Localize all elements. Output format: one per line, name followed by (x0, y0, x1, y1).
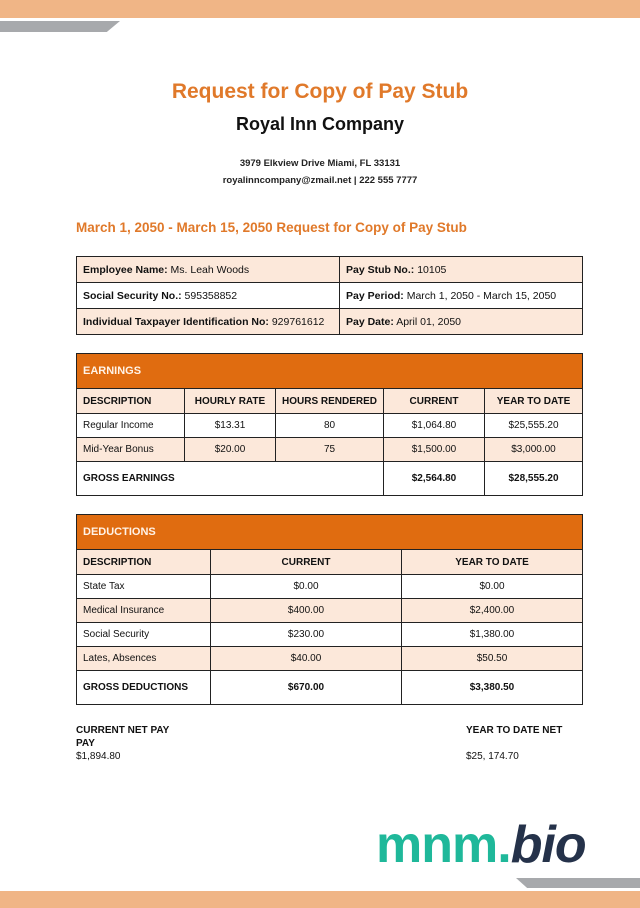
column-header: CURRENT (211, 550, 402, 575)
gross-earnings-ytd: $28,555.20 (485, 462, 583, 496)
gross-deductions-current: $670.00 (211, 671, 402, 705)
company-contact: royalinncompany@zmail.net | 222 555 7777 (222, 175, 418, 186)
cell: Mid-Year Bonus (77, 438, 185, 462)
pay-period-label: Pay Period: (346, 289, 404, 302)
cell: $25,555.20 (485, 414, 583, 438)
cell: Lates, Absences (77, 647, 211, 671)
ytd-net-pay-value: $25, 174.70 (466, 751, 519, 762)
table-row (77, 647, 583, 671)
pay-date-value: April 01, 2050 (396, 315, 461, 328)
employee-name-value: Ms. Leah Woods (170, 263, 250, 276)
pay-period-value: March 1, 2050 - March 15, 2050 (406, 289, 557, 302)
itin-value: 929761612 (271, 315, 325, 328)
watermark-part-1: mnm. (376, 816, 511, 874)
top-decorative-bar (0, 0, 640, 18)
cell: State Tax (77, 575, 211, 599)
company-name: Royal Inn Company (235, 114, 405, 134)
deductions-title: DEDUCTIONS (77, 515, 583, 550)
gross-deductions-label: GROSS DEDUCTIONS (77, 671, 211, 705)
cell: $13.31 (185, 414, 276, 438)
cell: $1,380.00 (402, 623, 583, 647)
cell: $0.00 (211, 575, 402, 599)
itin-cell (77, 309, 340, 335)
gross-deductions-ytd: $3,380.50 (402, 671, 583, 705)
info-row (77, 309, 583, 335)
bottom-decorative-bar (0, 891, 640, 908)
gross-earnings-label: GROSS EARNINGS (77, 462, 384, 496)
cell: $20.00 (185, 438, 276, 462)
employee-info-table (76, 256, 583, 335)
column-header: DESCRIPTION (77, 389, 185, 414)
ytd-net-pay-label: YEAR TO DATE NET (466, 725, 563, 736)
employee-name-cell (77, 257, 340, 283)
current-net-pay-value: $1,894.80 (76, 751, 121, 762)
gross-earnings-current: $2,564.80 (384, 462, 485, 496)
cell: $3,000.00 (485, 438, 583, 462)
pay-period-cell (340, 283, 583, 309)
column-header: CURRENT (384, 389, 485, 414)
cell: Regular Income (77, 414, 185, 438)
current-net-pay (76, 724, 186, 763)
gross-deductions-row (77, 671, 583, 705)
watermark-logo (376, 815, 586, 875)
period-heading: March 1, 2050 - March 15, 2050 Request for Copy of Pay Stub (76, 220, 467, 235)
employee-name-label: Employee Name: (83, 263, 168, 276)
ssn-label: Social Security No.: (83, 289, 182, 302)
watermark-part-2: bio (510, 816, 586, 874)
table-row (77, 623, 583, 647)
ytd-net-pay (466, 724, 562, 763)
earnings-table (76, 353, 583, 496)
ssn-cell (77, 283, 340, 309)
column-header: HOURS RENDERED (276, 389, 384, 414)
pay-date-label: Pay Date: (346, 315, 394, 328)
pay-stub-no-value: 10105 (417, 263, 447, 276)
pay-stub-no-cell (340, 257, 583, 283)
earnings-column-headers (77, 389, 583, 414)
column-header: DESCRIPTION (77, 550, 211, 575)
table-row (77, 575, 583, 599)
itin-label: Individual Taxpayer Identification No: (83, 315, 269, 328)
earnings-title: EARNINGS (77, 354, 583, 389)
cell: $40.00 (211, 647, 402, 671)
cell: 80 (276, 414, 384, 438)
cell: $400.00 (211, 599, 402, 623)
pay-date-cell (340, 309, 583, 335)
document-title: Request for Copy of Pay Stub (171, 80, 469, 103)
bottom-decorative-slant (516, 878, 640, 888)
deductions-table (76, 514, 583, 705)
cell: $230.00 (211, 623, 402, 647)
info-row (77, 257, 583, 283)
company-address: 3979 Elkview Drive Miami, FL 33131 (239, 158, 401, 169)
column-header: YEAR TO DATE (402, 550, 583, 575)
deductions-column-headers (77, 550, 583, 575)
cell: $1,500.00 (384, 438, 485, 462)
info-row (77, 283, 583, 309)
cell: Social Security (77, 623, 211, 647)
pay-stub-no-label: Pay Stub No.: (346, 263, 415, 276)
table-row (77, 414, 583, 438)
top-decorative-slant (0, 21, 120, 32)
cell: $1,064.80 (384, 414, 485, 438)
column-header: HOURLY RATE (185, 389, 276, 414)
earnings-header-row (77, 354, 583, 389)
cell: 75 (276, 438, 384, 462)
cell: $2,400.00 (402, 599, 583, 623)
table-row (77, 599, 583, 623)
current-net-pay-label: CURRENT NET PAY PAY (76, 725, 170, 749)
ssn-value: 595358852 (184, 289, 238, 302)
cell: $50.50 (402, 647, 583, 671)
cell: $0.00 (402, 575, 583, 599)
column-header: YEAR TO DATE (485, 389, 583, 414)
cell: Medical Insurance (77, 599, 211, 623)
gross-earnings-row (77, 462, 583, 496)
table-row (77, 438, 583, 462)
deductions-header-row (77, 515, 583, 550)
